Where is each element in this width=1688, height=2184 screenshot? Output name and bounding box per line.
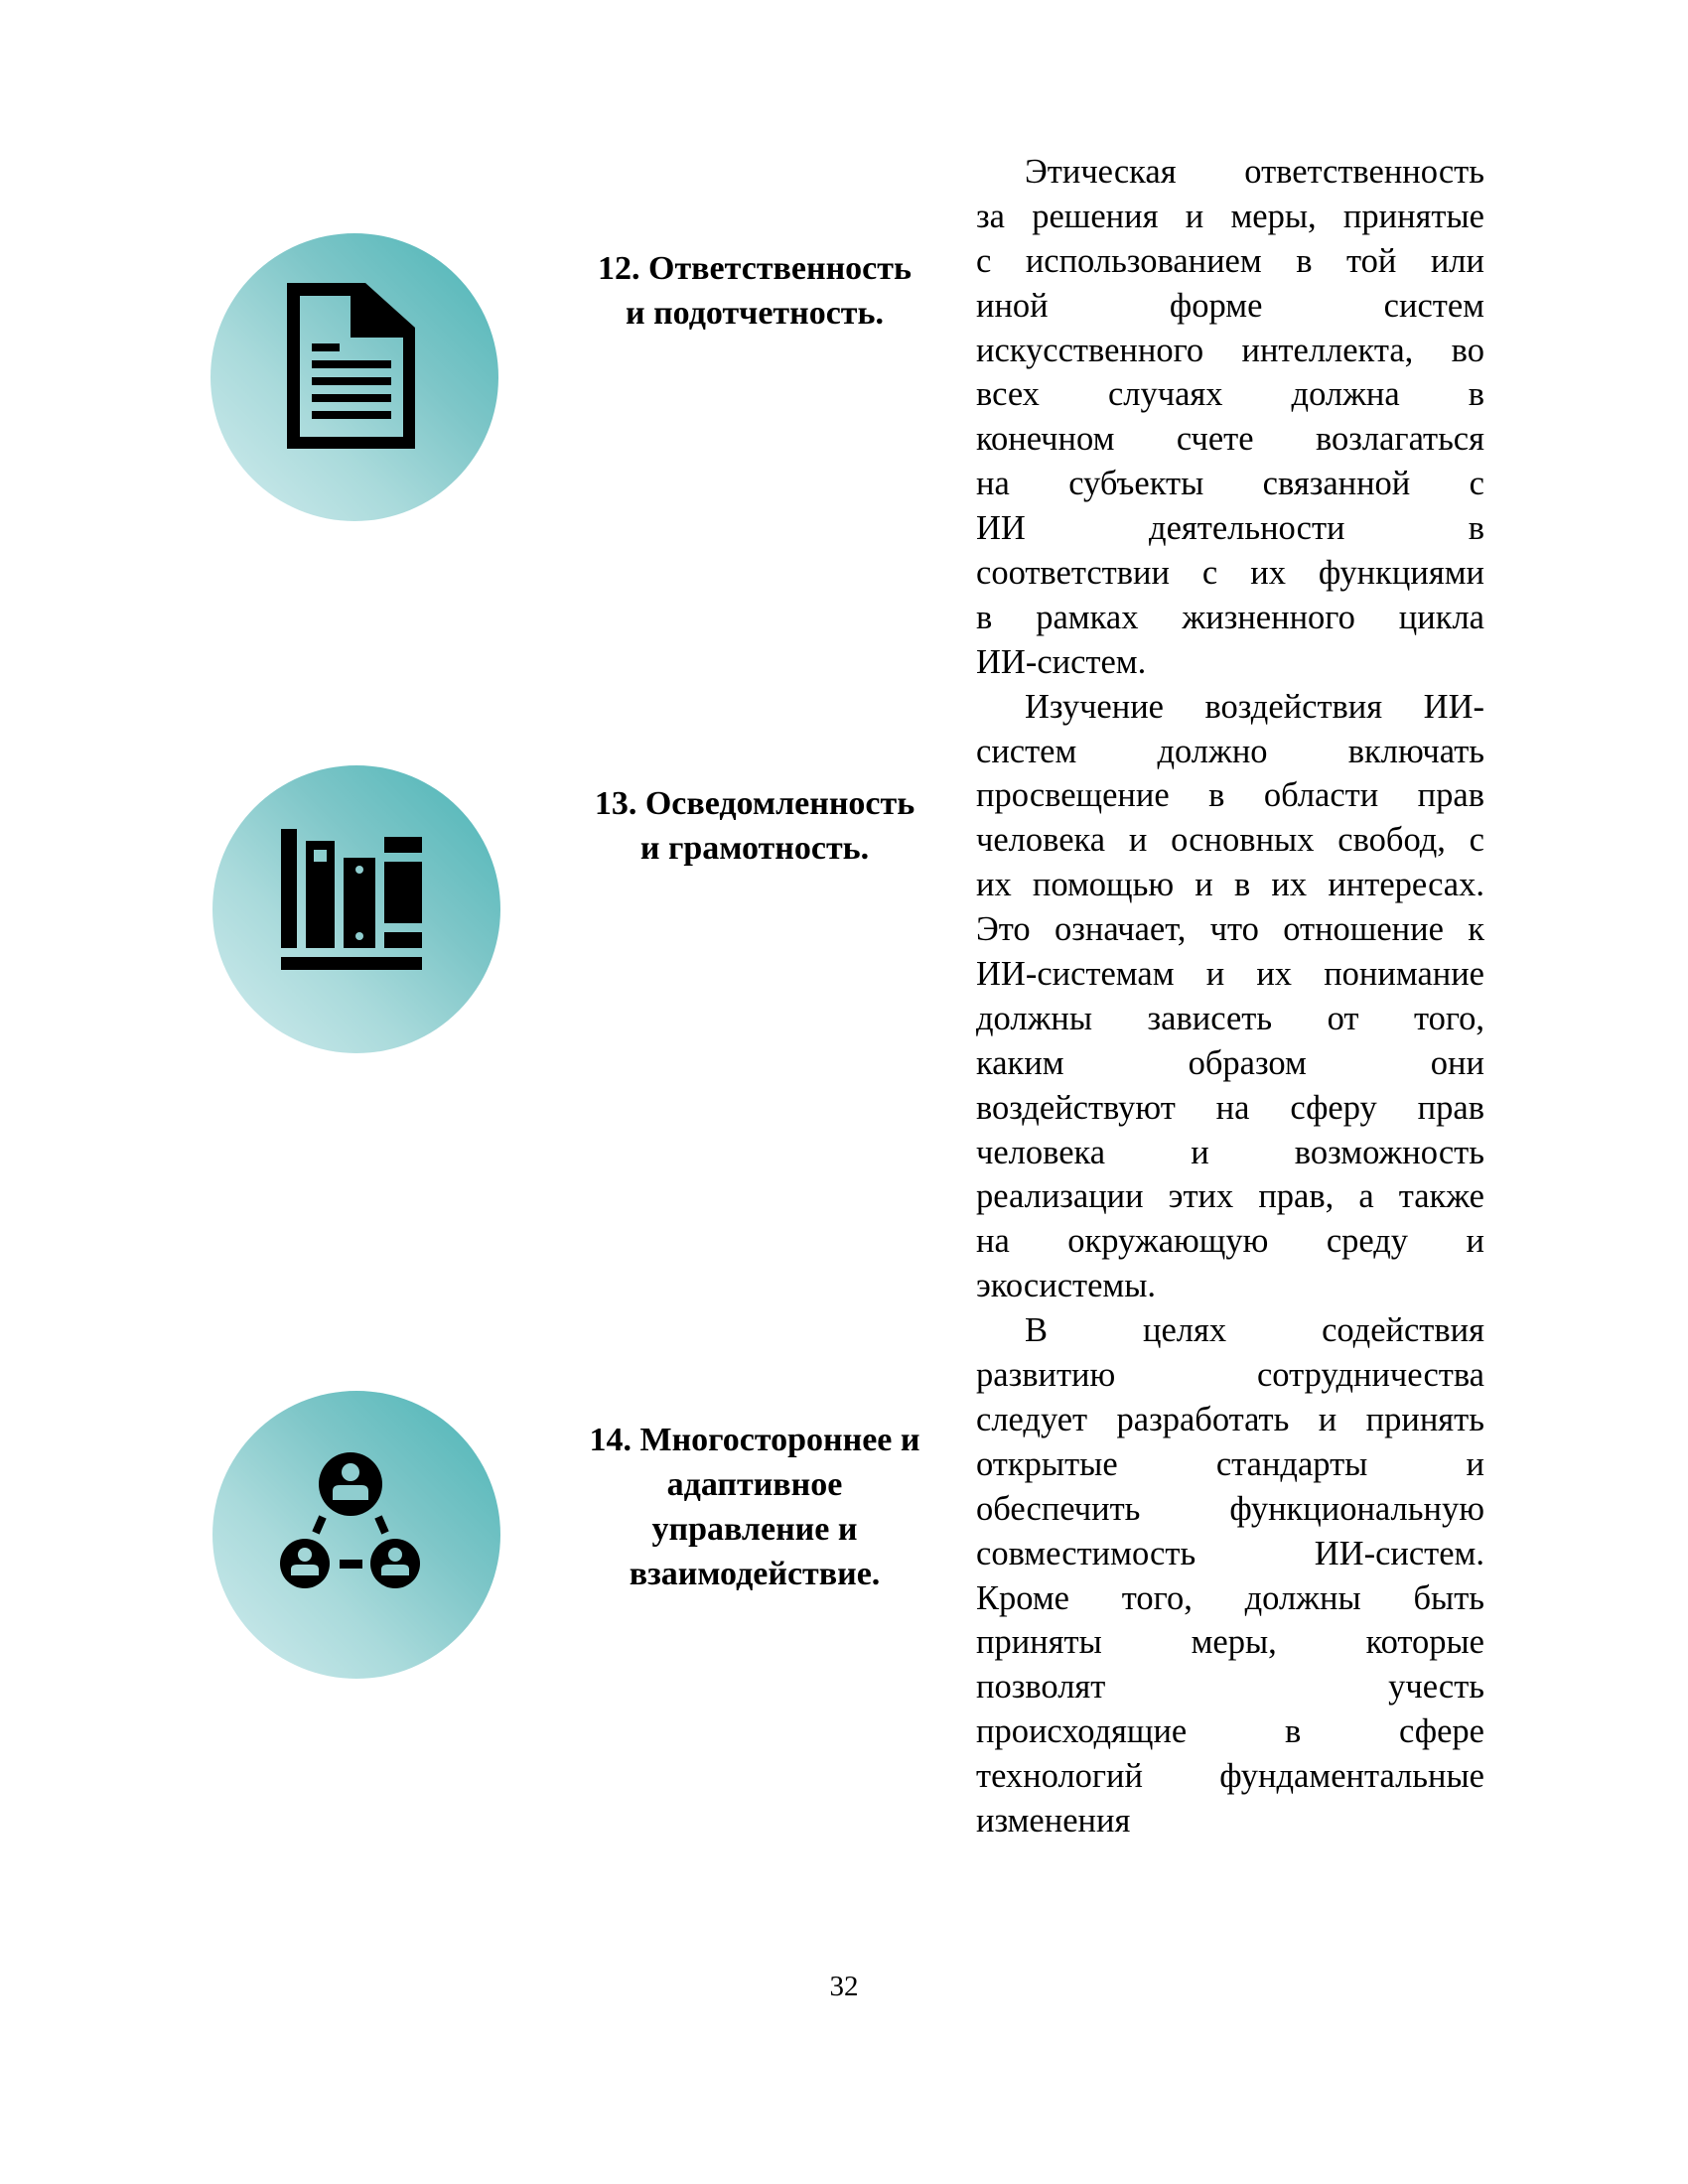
text-line: Изучение воздействия ИИ-	[1025, 687, 1484, 726]
text-line: ИИ-системам и их понимание	[976, 955, 1484, 994]
book-4-bottom	[384, 932, 422, 948]
document-line	[312, 343, 340, 351]
text-line: ИИ деятельности в	[976, 509, 1484, 548]
heading-line: взаимодействие.	[629, 1555, 881, 1592]
text-line: воздействуют на сферу прав	[976, 1088, 1484, 1127]
text-line: В целях содействия	[1025, 1311, 1484, 1350]
heading-line: 14. Многостороннее и	[589, 1422, 920, 1458]
bookshelf-icon	[212, 765, 500, 1053]
text-line: каким образом они	[976, 1043, 1484, 1082]
text-line: открытые стандарты и	[976, 1444, 1484, 1483]
section-13-icon-badge	[212, 765, 500, 1053]
text-line: следует разработать и принять	[976, 1400, 1484, 1438]
text-line: иной форме систем	[976, 286, 1484, 325]
text-line: обеспечить функциональную	[976, 1489, 1484, 1528]
book-2	[306, 841, 335, 948]
shelf	[281, 957, 422, 970]
text-line: ИИ-систем.	[976, 642, 1147, 681]
text-line: на субъекты связанной с	[976, 465, 1484, 503]
text-line: с использованием в той или	[976, 241, 1484, 280]
heading-line: управление и	[651, 1510, 858, 1548]
heading-line: адаптивное	[666, 1465, 843, 1503]
connector-dash	[378, 1517, 385, 1533]
person-node-top	[319, 1452, 382, 1516]
person-node-right	[370, 1539, 420, 1588]
text-line: должны зависеть от того,	[976, 999, 1484, 1037]
paragraph-governance	[976, 1308, 1484, 1843]
text-line: за решения и меры, принятые	[976, 197, 1484, 235]
text-line: человека и основных свобод, с	[976, 821, 1484, 860]
text-line: на окружающую среду и	[976, 1222, 1484, 1261]
text-line: в рамках жизненного цикла	[976, 598, 1484, 636]
connector-dash	[340, 1560, 362, 1569]
heading-line: 13. Осведомленность	[594, 785, 915, 822]
book-4-middle	[384, 862, 422, 923]
text-line: позволят учесть	[976, 1668, 1484, 1706]
text-line: всех случаях должна в	[976, 375, 1484, 414]
text-line: экосистемы.	[976, 1267, 1157, 1305]
text-line: Этическая ответственность	[1025, 153, 1484, 191]
text-line: просвещение в области прав	[976, 776, 1484, 815]
text-line: совместимость ИИ-систем.	[976, 1534, 1484, 1572]
document-icon	[211, 233, 498, 521]
book-4-top	[384, 837, 422, 853]
text-line: Кроме того, должны быть	[976, 1578, 1484, 1617]
paragraph-awareness	[976, 685, 1484, 1308]
book-3-dot	[355, 932, 363, 940]
text-line: человека и возможность	[976, 1133, 1484, 1171]
text-line: конечном счете возлагаться	[976, 420, 1484, 459]
document-line	[312, 394, 391, 402]
book-1	[281, 829, 297, 948]
heading-line: и подотчетность.	[626, 294, 884, 332]
paragraph-responsibility	[976, 150, 1484, 685]
heading-line: и грамотность.	[639, 829, 870, 867]
section-13-heading	[556, 782, 953, 872]
heading-line: 12. Ответственность	[598, 250, 912, 287]
text-line: систем должно включать	[976, 732, 1484, 770]
text-line: реализации этих прав, а также	[976, 1177, 1484, 1216]
text-line: происходящие в сфере	[976, 1712, 1484, 1751]
people-network-icon	[212, 1391, 500, 1679]
body-text-column	[976, 150, 1484, 1843]
text-line: Это означает, что отношение к	[976, 910, 1484, 949]
text-line: их помощью и в их интересах.	[976, 866, 1484, 904]
text-line: соответствии с их функциями	[976, 554, 1484, 593]
text-line: технологий фундаментальные	[976, 1757, 1484, 1796]
section-12-heading	[556, 247, 953, 337]
document-line	[312, 377, 391, 385]
document-line	[312, 411, 391, 419]
connector-dash	[316, 1517, 323, 1533]
text-line: развитию сотрудничества	[976, 1356, 1484, 1395]
section-12-icon-badge	[211, 233, 498, 521]
person-node-left	[280, 1539, 330, 1588]
page-number: 32	[829, 1971, 859, 2002]
section-14-heading	[556, 1419, 953, 1597]
section-14-icon-badge	[212, 1391, 500, 1679]
text-line: приняты меры, которые	[976, 1623, 1484, 1662]
text-line: изменения	[976, 1801, 1131, 1840]
document-line	[312, 360, 391, 368]
text-line: искусственного интеллекта, во	[976, 331, 1484, 369]
book-3-dot	[355, 866, 363, 874]
